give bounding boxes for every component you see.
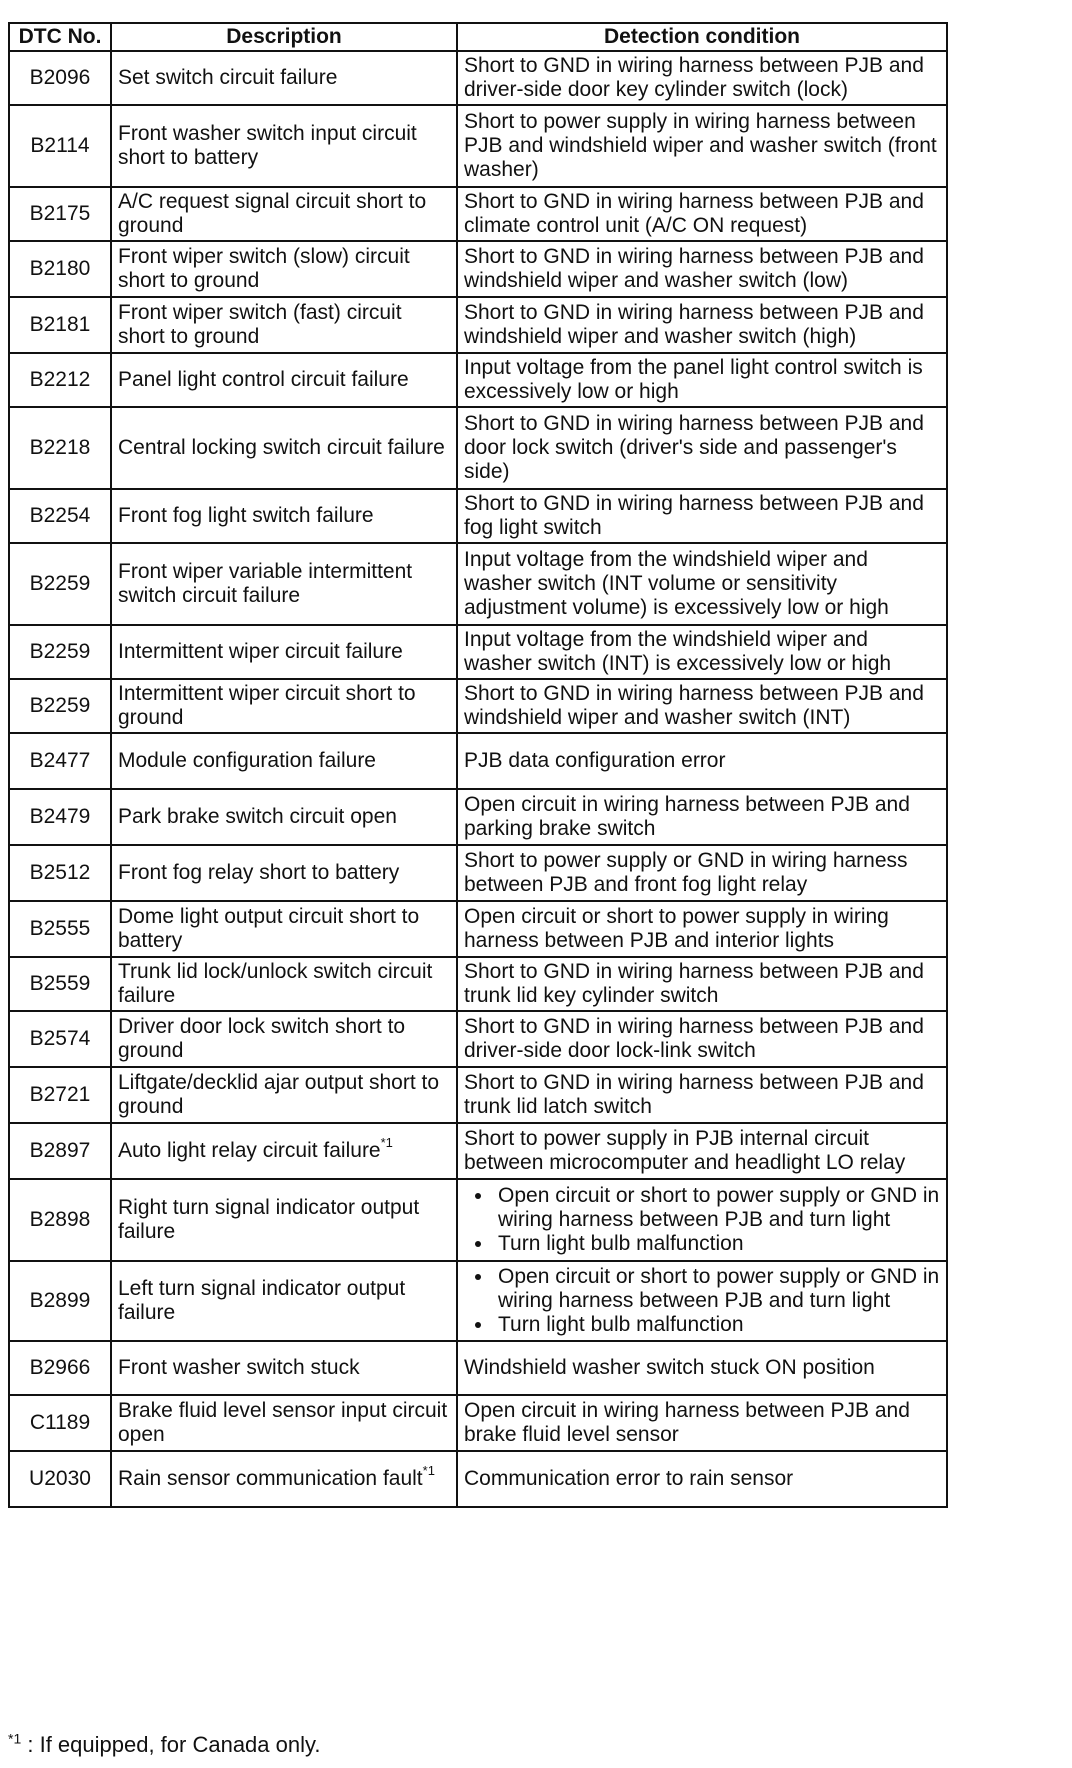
description-cell	[111, 1011, 457, 1067]
detection-condition-cell: Communication error to rain sensor	[457, 1451, 947, 1507]
table-row	[9, 679, 947, 733]
description-text: Front washer switch input circuit short to battery	[118, 122, 417, 169]
detection-condition-cell: Short to power supply in PJB internal circuit between microcomputer and headlight LO relay	[457, 1123, 947, 1179]
table-row	[9, 1123, 947, 1179]
description-cell	[111, 489, 457, 543]
condition-bullet-item: • Open circuit or short to power supply or GND in wiring harness between PJB and turn light	[494, 1184, 940, 1232]
table-row	[9, 297, 947, 353]
description-text: Central locking switch circuit failure	[118, 436, 445, 459]
detection-condition-cell: Short to GND in wiring harness between PJB and windshield wiper and washer switch (INT)	[457, 679, 947, 733]
dtc-code-cell: B2175	[9, 187, 111, 241]
table-row	[9, 845, 947, 901]
detection-condition-cell: Input voltage from the panel light control switch is excessively low or high	[457, 353, 947, 407]
dtc-code-cell: B2212	[9, 353, 111, 407]
table-row	[9, 489, 947, 543]
dtc-table	[8, 22, 948, 1508]
description-cell	[111, 187, 457, 241]
table-row	[9, 1341, 947, 1395]
dtc-code-cell: B2181	[9, 297, 111, 353]
detection-condition-cell: Open circuit in wiring harness between PJB and parking brake switch	[457, 789, 947, 845]
description-text: Park brake switch circuit open	[118, 805, 397, 828]
description-cell	[111, 543, 457, 625]
description-text: Trunk lid lock/unlock switch circuit failure	[118, 960, 433, 1007]
description-text: Brake fluid level sensor input circuit open	[118, 1399, 448, 1446]
condition-bullet-list	[464, 1265, 940, 1337]
description-text: Intermittent wiper circuit failure	[118, 640, 403, 663]
description-text: Intermittent wiper circuit short to ground	[118, 682, 416, 729]
detection-condition-cell: Windshield washer switch stuck ON position	[457, 1341, 947, 1395]
description-cell	[111, 241, 457, 297]
dtc-code-cell: B2559	[9, 957, 111, 1011]
description-text: Right turn signal indicator output failure	[118, 1196, 420, 1243]
description-text: Auto light relay circuit failure	[118, 1139, 381, 1162]
dtc-code-cell: B2898	[9, 1179, 111, 1261]
dtc-code-cell: B2259	[9, 679, 111, 733]
description-cell	[111, 1179, 457, 1261]
table-row	[9, 625, 947, 679]
detection-condition-cell: Short to GND in wiring harness between PJB and door lock switch (driver's side and passenger's side)	[457, 407, 947, 489]
description-cell	[111, 1123, 457, 1179]
description-cell	[111, 679, 457, 733]
description-text: Front fog light switch failure	[118, 504, 374, 527]
dtc-code-cell: B2479	[9, 789, 111, 845]
detection-condition-cell: PJB data configuration error	[457, 733, 947, 789]
description-text: Set switch circuit failure	[118, 66, 338, 89]
table-row	[9, 51, 947, 105]
description-cell	[111, 1341, 457, 1395]
table-row	[9, 1451, 947, 1507]
footnote	[8, 1732, 320, 1758]
dtc-code-cell: B2966	[9, 1341, 111, 1395]
dtc-code-cell: B2254	[9, 489, 111, 543]
description-cell	[111, 297, 457, 353]
detection-condition-cell: Short to GND in wiring harness between PJB and windshield wiper and washer switch (high)	[457, 297, 947, 353]
description-text: Panel light control circuit failure	[118, 368, 409, 391]
description-cell	[111, 105, 457, 187]
table-row	[9, 105, 947, 187]
description-cell	[111, 51, 457, 105]
condition-bullet-list	[464, 1184, 940, 1256]
dtc-code-cell: B2259	[9, 543, 111, 625]
description-cell	[111, 1451, 457, 1507]
detection-condition-cell: Open circuit in wiring harness between PJB and brake fluid level sensor	[457, 1395, 947, 1451]
detection-condition-cell: Short to GND in wiring harness between PJB and trunk lid key cylinder switch	[457, 957, 947, 1011]
dtc-code-cell: B2555	[9, 901, 111, 957]
description-text: Front washer switch stuck	[118, 1356, 360, 1379]
description-cell	[111, 625, 457, 679]
description-cell	[111, 957, 457, 1011]
condition-bullet-item: • Turn light bulb malfunction	[494, 1313, 940, 1337]
header-description: Description	[111, 23, 457, 51]
table-row	[9, 407, 947, 489]
table-row	[9, 789, 947, 845]
dtc-code-cell: B2259	[9, 625, 111, 679]
table-row	[9, 733, 947, 789]
detection-condition-cell: Input voltage from the windshield wiper and washer switch (INT) is excessively low or high	[457, 625, 947, 679]
detection-condition-cell	[457, 1179, 947, 1261]
description-text: Left turn signal indicator output failure	[118, 1277, 406, 1324]
table-header-row	[9, 23, 947, 51]
description-cell	[111, 1261, 457, 1341]
detection-condition-cell: Short to GND in wiring harness between PJB and trunk lid latch switch	[457, 1067, 947, 1123]
description-text: Module configuration failure	[118, 749, 376, 772]
detection-condition-cell: Short to power supply or GND in wiring harness between PJB and front fog light relay	[457, 845, 947, 901]
description-text: Dome light output circuit short to battery	[118, 905, 420, 952]
description-cell	[111, 901, 457, 957]
dtc-code-cell: B2512	[9, 845, 111, 901]
table-row	[9, 1011, 947, 1067]
detection-condition-cell: Short to GND in wiring harness between PJB and fog light switch	[457, 489, 947, 543]
description-cell	[111, 733, 457, 789]
description-cell	[111, 407, 457, 489]
detection-condition-cell: Short to GND in wiring harness between PJB and driver-side door lock-link switch	[457, 1011, 947, 1067]
dtc-code-cell: B2114	[9, 105, 111, 187]
description-cell	[111, 845, 457, 901]
description-text: Rain sensor communication fault	[118, 1467, 423, 1490]
detection-condition-cell	[457, 1261, 947, 1341]
table-row	[9, 957, 947, 1011]
footnote-text: : If equipped, for Canada only.	[27, 1732, 321, 1757]
description-text: Front wiper switch (fast) circuit short to ground	[118, 301, 402, 348]
detection-condition-cell: Short to GND in wiring harness between PJB and climate control unit (A/C ON request)	[457, 187, 947, 241]
dtc-code-cell: B2899	[9, 1261, 111, 1341]
description-text: A/C request signal circuit short to ground	[118, 190, 427, 237]
detection-condition-cell: Input voltage from the windshield wiper and washer switch (INT volume or sensitivity adjustment volume) is excessively low or high	[457, 543, 947, 625]
footnote-reference: *1	[422, 1463, 435, 1478]
dtc-code-cell: B2096	[9, 51, 111, 105]
description-cell	[111, 789, 457, 845]
dtc-code-cell: B2574	[9, 1011, 111, 1067]
table-row	[9, 1395, 947, 1451]
header-detection-condition: Detection condition	[457, 23, 947, 51]
table-row	[9, 1179, 947, 1261]
description-text: Front wiper switch (slow) circuit short to ground	[118, 245, 410, 292]
condition-bullet-item: • Open circuit or short to power supply or GND in wiring harness between PJB and turn light	[494, 1265, 940, 1313]
description-text: Liftgate/decklid ajar output short to ground	[118, 1071, 440, 1118]
description-text: Front wiper variable intermittent switch circuit failure	[118, 560, 413, 607]
description-cell	[111, 1395, 457, 1451]
detection-condition-cell: Short to GND in wiring harness between PJB and windshield wiper and washer switch (low)	[457, 241, 947, 297]
description-text: Front fog relay short to battery	[118, 861, 400, 884]
table-row	[9, 353, 947, 407]
dtc-code-cell: B2721	[9, 1067, 111, 1123]
footnote-reference: *1	[380, 1135, 393, 1150]
dtc-code-cell: B2897	[9, 1123, 111, 1179]
table-row	[9, 1067, 947, 1123]
dtc-code-cell: B2218	[9, 407, 111, 489]
detection-condition-cell: Short to power supply in wiring harness between PJB and windshield wiper and washer switch (front washer)	[457, 105, 947, 187]
dtc-code-cell: B2180	[9, 241, 111, 297]
description-text: Driver door lock switch short to ground	[118, 1015, 406, 1062]
detection-condition-cell: Open circuit or short to power supply in wiring harness between PJB and interior lights	[457, 901, 947, 957]
condition-bullet-item: • Turn light bulb malfunction	[494, 1232, 940, 1256]
table-row	[9, 543, 947, 625]
description-cell	[111, 1067, 457, 1123]
dtc-code-cell: C1189	[9, 1395, 111, 1451]
dtc-code-cell: B2477	[9, 733, 111, 789]
header-dtc-no: DTC No.	[9, 23, 111, 51]
footnote-mark: *1	[8, 1730, 22, 1747]
table-row	[9, 187, 947, 241]
table-row	[9, 1261, 947, 1341]
table-body	[9, 51, 947, 1507]
description-cell	[111, 353, 457, 407]
detection-condition-cell: Short to GND in wiring harness between PJB and driver-side door key cylinder switch (lock)	[457, 51, 947, 105]
table-row	[9, 901, 947, 957]
dtc-code-cell: U2030	[9, 1451, 111, 1507]
table-row	[9, 241, 947, 297]
